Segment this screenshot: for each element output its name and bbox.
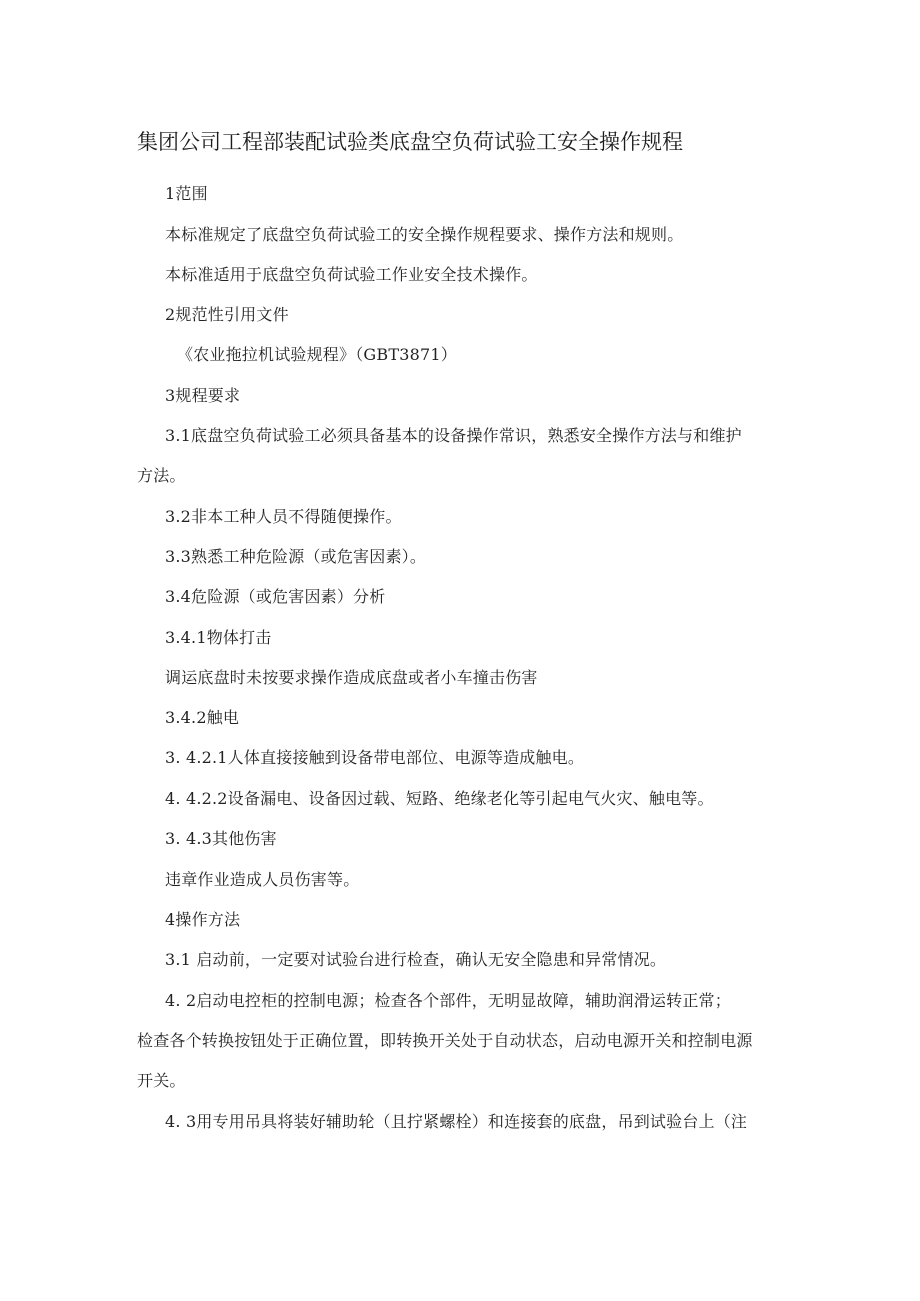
paragraph-continuation: 检查各个转换按钮处于正确位置，即转换开关处于自动状态，启动电源开关和控制电源 [137,1031,753,1050]
paragraph-continuation: 方法。 [137,466,186,485]
section-4-heading: 4操作方法 [165,910,241,929]
paragraph: 3. 4.2.1人体直接接触到设备带电部位、电源等造成触电。 [165,748,585,767]
paragraph: 3.3熟悉工种危险源（或危害因素）。 [165,547,427,566]
reference-citation: 《农业拖拉机试验规程》（GBT3871） [177,345,457,364]
section-1-heading: 1范围 [165,184,208,203]
subsection-heading: 3.4危险源（或危害因素）分析 [165,587,386,606]
section-3-heading: 3规程要求 [165,386,241,405]
paragraph: 4. 3用专用吊具将装好辅助轮（且拧紧螺栓）和连接套的底盘，吊到试验台上（注 [165,1112,748,1131]
paragraph: 3.1底盘空负荷试验工必须具备基本的设备操作常识，熟悉安全操作方法与和维护 [165,426,742,445]
paragraph: 本标准适用于底盘空负荷试验工作业安全技术操作。 [165,265,538,284]
paragraph: 违章作业造成人员伤害等。 [165,870,360,889]
paragraph: 3.1 启动前，一定要对试验台进行检查，确认无安全隐患和异常情况。 [165,950,667,969]
subsection-heading: 3.4.1物体打击 [165,628,272,647]
section-2-heading: 2规范性引用文件 [165,305,289,324]
paragraph: 4. 2启动电控柜的控制电源；检查各个部件，无明显故障，辅助润滑运转正常； [165,991,731,1010]
subsection-heading: 3. 4.3其他伤害 [165,829,277,848]
paragraph: 调运底盘时未按要求操作造成底盘或者小车撞击伤害 [165,668,538,687]
subsection-heading: 3.4.2触电 [165,708,240,727]
paragraph: 本标准规定了底盘空负荷试验工的安全操作规程要求、操作方法和规则。 [165,225,684,244]
paragraph: 3.2非本工种人员不得随便操作。 [165,507,402,526]
paragraph: 4. 4.2.2设备漏电、设备因过载、短路、绝缘老化等引起电气火灾、触电等。 [165,789,714,808]
paragraph-continuation: 开关。 [137,1071,186,1090]
document-title: 集团公司工程部装配试验类底盘空负荷试验工安全操作规程 [137,130,683,154]
